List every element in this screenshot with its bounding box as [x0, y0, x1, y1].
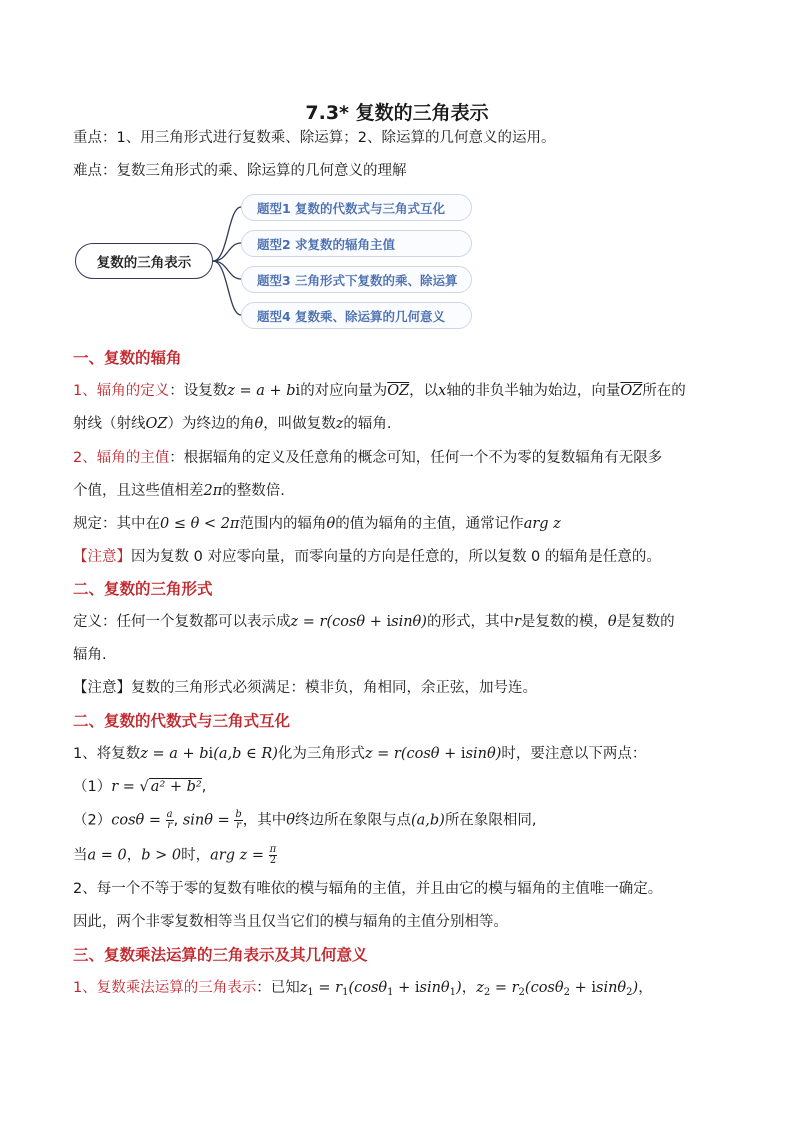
- mindmap-node-1: 题型1 复数的代数式与三角式互化: [241, 194, 472, 221]
- s3-paragraph-3: 因此，两个非零复数相等当且仅当它们的模与辐角的主值分别相等。: [73, 914, 508, 930]
- s1-main-value-line1: 2、辐角的主值：根据辐角的定义及任意角的概念可知，任何一个不为零的复数辐角有无限多: [73, 450, 663, 466]
- s2-note: 【注意】复数的三角形式必须满足：模非负，角相同，余正弦，加号连。: [73, 680, 537, 696]
- s2-definition-line1: 定义：任何一个复数都可以表示成z = r(cosθ + isinθ)的形式，其中r是复数的模，θ是复数的: [73, 614, 675, 630]
- fraction-b-over-r: $\frac{b}{r}$: [235, 809, 242, 831]
- section-4-heading: 三、复数乘法运算的三角表示及其几何意义: [73, 946, 368, 964]
- s1-note: 【注意】因为复数 0 对应零向量，而零向量的方向是任意的，所以复数 0 的辐角是任意的。: [73, 549, 661, 565]
- fraction-pi-over-2: $\frac{\pi}{2}$: [269, 844, 277, 866]
- s1-rule: 规定：其中在0 ≤ θ < 2π范围内的辐角θ的值为辐角的主值，通常记作arg z: [73, 516, 561, 532]
- difficulty: 难点：复数三角形式的乘、除运算的几何意义的理解: [73, 163, 407, 179]
- s4-label: 1、复数乘法运算的三角表示: [73, 980, 257, 996]
- section-1-heading: 一、复数的辐角: [73, 349, 182, 367]
- section-3-heading: 二、复数的代数式与三角式互化: [73, 712, 291, 730]
- s1-definition-line2: 射线（射线OZ）为终边的角θ，叫做复数z的辐角.: [73, 416, 392, 432]
- s3-when-clause: 当a = 0，b > 0时，arg z = $\frac{\pi}{2}$: [73, 844, 277, 866]
- s3-paragraph-2: 2、每一个不等于零的复数有唯依的模与辐角的主值，并且由它的模与辐角的主值唯一确定。: [73, 881, 663, 897]
- mindmap-center: 复数的三角表示: [75, 243, 213, 279]
- vector-oz: $\overline{OZ}$: [387, 383, 410, 399]
- key-points: 重点：1、用三角形式进行复数乘、除运算；2、除运算的几何意义的运用。: [73, 130, 556, 146]
- mindmap-node-4: 题型4 复数乘、除运算的几何意义: [241, 302, 472, 329]
- s3-paragraph-1: 1、将复数z = a + bi(a,b ∈ R)化为三角形式z = r(cosθ + isinθ)时，要注意以下两点：: [73, 746, 647, 762]
- s2-definition-line2: 辐角.: [73, 647, 107, 663]
- mindmap-node-3: 题型3 三角形式下复数的乘、除运算: [241, 266, 472, 293]
- fraction-a-over-r: $\frac{a}{r}$: [166, 809, 173, 831]
- s1-note-label: 【注意】: [73, 549, 131, 565]
- s1-definition-line1: 1、辐角的定义：设复数z = a + bi的对应向量为$\overline{OZ}$，以x轴的非负半轴为始边，向量$\overline{OZ}$所在的: [73, 383, 686, 399]
- s1-main-label: 2、辐角的主值: [73, 450, 170, 466]
- section-2-heading: 二、复数的三角形式: [73, 580, 213, 598]
- s1-main-value-line2: 个值，且这些值相差2π的整数倍.: [73, 483, 285, 499]
- page-title: 7.3* 复数的三角表示: [305, 102, 489, 124]
- s4-multiplication: 1、复数乘法运算的三角表示：已知$z_1 = r_1(\cos\theta_1 + isin\theta_1)$，$z_2 = r_2(\cos\theta_2 + isin\theta_2)$，: [73, 980, 653, 998]
- sqrt-radicand: a² + b²: [150, 779, 202, 795]
- s3-item-2: （2）cosθ = $\frac{a}{r}$ , sinθ = $\frac{b}{r}$ ，其中θ终边所在象限与点(a,b)所在象限相同,: [73, 809, 537, 831]
- s3-item-1: （1）r = √ a² + b²,: [73, 779, 207, 795]
- mindmap-node-2: 题型2 求复数的辐角主值: [241, 230, 472, 257]
- s1-def-label: 1、辐角的定义: [73, 383, 170, 399]
